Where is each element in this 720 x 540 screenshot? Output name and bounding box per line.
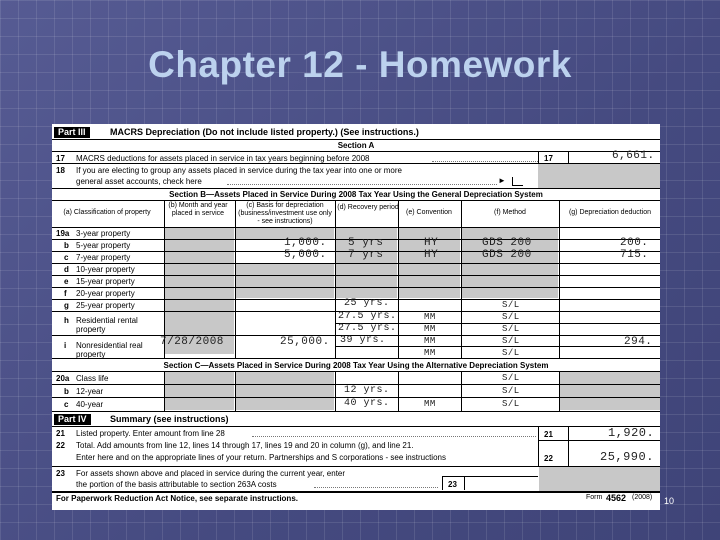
row-19b-letter: b bbox=[64, 241, 69, 250]
column-e-header: (e) Convention bbox=[406, 209, 452, 216]
line-23-box: 23 bbox=[448, 480, 457, 489]
section-c-heading: Section C—Assets Placed in Service During 2008 Tax Year Using the Alternative Depreciation System bbox=[163, 361, 549, 370]
line-17-amount: 6,661. bbox=[612, 150, 655, 162]
row-19f-label: 20-year property bbox=[76, 289, 135, 298]
row-g-period: 25 yrs. bbox=[344, 298, 390, 309]
line-18-text-2: general asset accounts, check here bbox=[76, 177, 202, 186]
row-i-convention: MM bbox=[424, 336, 436, 346]
row-i-basis: 25,000. bbox=[280, 336, 330, 348]
row-b-period: 5 yrs bbox=[348, 237, 384, 249]
row-19i-letter: i bbox=[64, 341, 67, 350]
row-19i-label-2: property bbox=[76, 350, 106, 359]
column-f-header: (f) Method bbox=[494, 209, 526, 216]
general-asset-checkbox[interactable] bbox=[512, 177, 523, 186]
row-19g-label: 25-year property bbox=[76, 301, 135, 310]
row-19h-label: Residential rental bbox=[76, 316, 138, 325]
row-19f-letter: f bbox=[64, 289, 67, 298]
row-20a-letter: 20a bbox=[56, 374, 70, 383]
footer-form-number: 4562 bbox=[606, 493, 627, 503]
row-h1-method: S/L bbox=[502, 312, 520, 322]
column-g-header: (g) Depreciation deduction bbox=[568, 209, 652, 216]
row-c-period: 7 yrs bbox=[348, 249, 384, 261]
line-21-amount: 1,920. bbox=[608, 426, 655, 440]
row-20a-label: Class life bbox=[76, 374, 109, 383]
line-17-text: MACRS deductions for assets placed in service in tax years beginning before 2008 bbox=[76, 154, 370, 163]
row-i-method: S/L bbox=[502, 336, 520, 346]
line-23-text-1: For assets shown above and placed in service during the current year, enter bbox=[76, 469, 346, 478]
row-i-deduction: 294. bbox=[624, 336, 653, 348]
row-i-date: 7/28/2008 bbox=[160, 336, 224, 348]
row-c-deduction: 715. bbox=[620, 249, 649, 261]
slide-page-number: 10 bbox=[664, 496, 675, 506]
row-b-convention: HY bbox=[424, 237, 439, 249]
column-c-header: (c) Basis for depreciation (business/investment use only - see instructions) bbox=[238, 202, 332, 225]
row-20b-letter: b bbox=[64, 387, 69, 396]
row-c-convention: HY bbox=[424, 249, 439, 261]
row-20c-label: 40-year bbox=[76, 400, 104, 409]
row-20c-method: S/L bbox=[502, 399, 520, 409]
column-d-header: (d) Recovery period bbox=[337, 204, 399, 211]
row-19b-label: 5-year property bbox=[76, 241, 131, 250]
row-19d-label: 10-year property bbox=[76, 265, 135, 274]
row-i-period: 39 yrs. bbox=[340, 335, 386, 346]
form-4562-page bbox=[52, 124, 660, 510]
row-19a-letter: 19a bbox=[56, 229, 70, 238]
row-19i-label: Nonresidential real bbox=[76, 341, 143, 350]
row-i2-convention: MM bbox=[424, 348, 436, 358]
row-19d-letter: d bbox=[64, 265, 69, 274]
row-19c-letter: c bbox=[64, 253, 69, 262]
row-19c-label: 7-year property bbox=[76, 253, 131, 262]
line-21-number: 21 bbox=[56, 429, 65, 438]
column-a-header: (a) Classification of property bbox=[63, 209, 151, 216]
section-b-heading: Section B—Assets Placed in Service During 2008 Tax Year Using the General Depreciation System bbox=[169, 190, 543, 199]
footer-form-label: Form bbox=[586, 494, 603, 501]
line-22-text-2: Enter here and on the appropriate lines of your return. Partnerships and S corporations - see instructions bbox=[76, 453, 446, 462]
row-19a-label: 3-year property bbox=[76, 229, 131, 238]
row-20b-period: 12 yrs. bbox=[344, 385, 390, 396]
row-h2-method: S/L bbox=[502, 324, 520, 334]
row-c-basis: 5,000. bbox=[284, 249, 327, 261]
line-22-amount: 25,990. bbox=[600, 450, 654, 464]
line-23-number: 23 bbox=[56, 469, 65, 478]
part-iv-label: Part IV bbox=[54, 414, 91, 425]
row-20a-method: S/L bbox=[502, 373, 520, 383]
row-g-method: S/L bbox=[502, 300, 520, 310]
line-22-number: 22 bbox=[56, 441, 65, 450]
row-h1-period: 27.5 yrs. bbox=[338, 311, 397, 322]
line-21-box: 21 bbox=[544, 430, 553, 439]
row-c-method: GDS 200 bbox=[482, 249, 532, 261]
line-22-text-1: Total. Add amounts from line 12, lines 14 through 17, lines 19 and 20 in column (g), and line 21. bbox=[76, 441, 414, 450]
row-h2-period: 27.5 yrs. bbox=[338, 323, 397, 334]
slide-title: Chapter 12 - Homework bbox=[148, 44, 572, 85]
row-b-method: GDS 200 bbox=[482, 237, 532, 249]
line-18-number: 18 bbox=[56, 166, 65, 175]
line-23-text-2: the portion of the basis attributable to section 263A costs bbox=[76, 480, 277, 489]
row-h1-convention: MM bbox=[424, 312, 436, 322]
line-21-text: Listed property. Enter amount from line 28 bbox=[76, 429, 225, 438]
line-17-box: 17 bbox=[544, 154, 553, 163]
column-b-header: (b) Month and year placed in service bbox=[168, 202, 228, 217]
row-19g-letter: g bbox=[64, 301, 69, 310]
row-20c-convention: MM bbox=[424, 399, 436, 409]
part-iii-label: Part III bbox=[54, 127, 90, 138]
part-iii-title: MACRS Depreciation (Do not include listed property.) (See instructions.) bbox=[110, 127, 419, 137]
arrow-right-icon: ► bbox=[498, 176, 506, 185]
row-h2-convention: MM bbox=[424, 324, 436, 334]
row-i2-method: S/L bbox=[502, 348, 520, 358]
row-b-deduction: 200. bbox=[620, 237, 649, 249]
line-22-box: 22 bbox=[544, 454, 553, 463]
row-19h-label-2: property bbox=[76, 325, 106, 334]
row-19e-label: 15-year property bbox=[76, 277, 135, 286]
row-20c-letter: c bbox=[64, 400, 69, 409]
section-a-heading: Section A bbox=[337, 141, 375, 150]
line-17-number: 17 bbox=[56, 154, 65, 163]
row-20c-period: 40 yrs. bbox=[344, 398, 390, 409]
footer-notice: For Paperwork Reduction Act Notice, see separate instructions. bbox=[56, 494, 298, 503]
line-18-text-1: If you are electing to group any assets placed in service during the tax year into one or more bbox=[76, 166, 402, 175]
row-19e-letter: e bbox=[64, 277, 69, 286]
footer-form-year: (2008) bbox=[632, 494, 653, 501]
row-19h-letter: h bbox=[64, 316, 69, 325]
row-b-basis: 1,000. bbox=[284, 237, 327, 249]
row-20b-method: S/L bbox=[502, 386, 520, 396]
part-iv-title: Summary (see instructions) bbox=[110, 414, 229, 424]
row-20b-label: 12-year bbox=[76, 387, 104, 396]
